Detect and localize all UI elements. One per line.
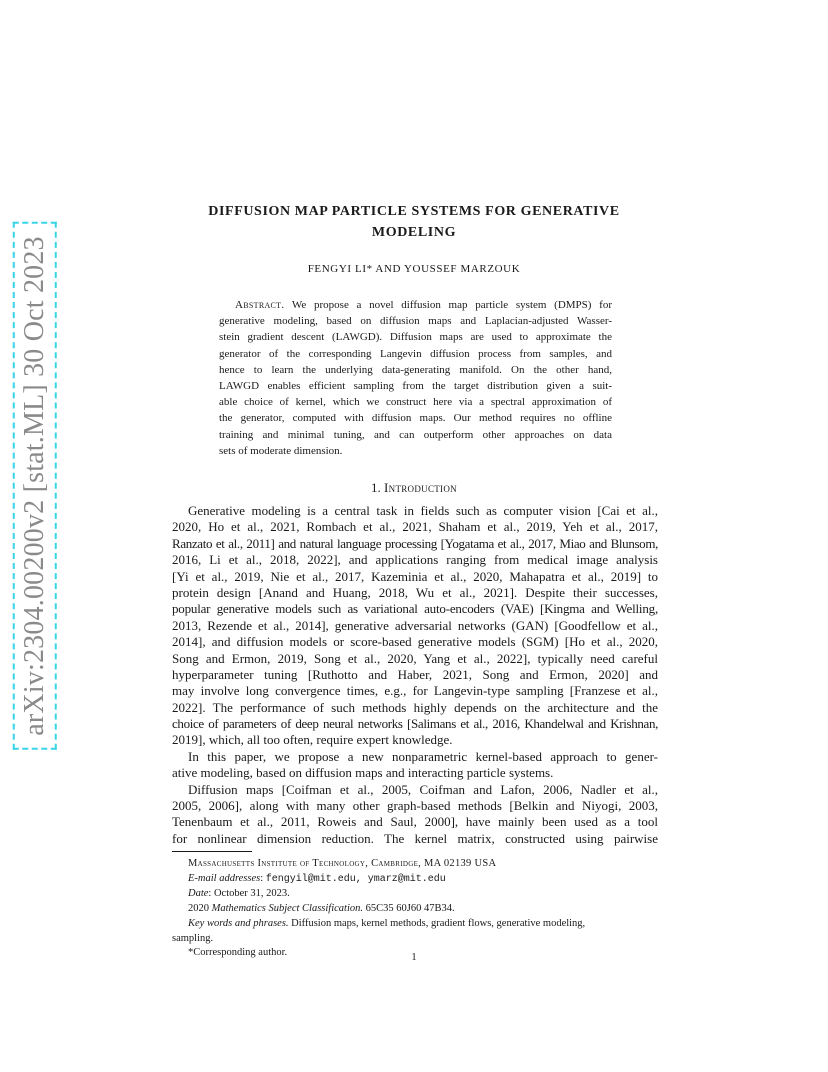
body-line: choice of parameters of deep neural networks [Salimans et al., 2016, Khandelwal and Krishnan, [172, 716, 658, 732]
msc-prefix: 2020 [188, 903, 209, 915]
date-value: October 31, 2023. [213, 888, 290, 900]
body-line: 2022]. The performance of such methods highly depends on the architecture and the [172, 699, 658, 715]
abstract-line: Abstract. We propose a novel diffusion map particle system (DMPS) for [235, 299, 612, 311]
page-number: 1 [411, 952, 417, 963]
body-line: for nonlinear dimension reduction. The kernel matrix, constructed using pairwise [172, 830, 658, 846]
body-line: hyperparameter tuning [Ruthotto and Haber, 2021, Song and Ermon, 2020] and [172, 666, 658, 682]
abstract-line: stein gradient descent (LAWGD). Diffusion maps are used to approximate the [219, 331, 612, 344]
abstract [219, 297, 612, 459]
email-line: E-mail addresses: fengyil@mit.edu, ymarz@mit.edu [188, 872, 446, 885]
section-heading [170, 480, 658, 496]
footnotes [172, 857, 658, 961]
msc-label: Mathematics Subject Classification. [211, 903, 363, 915]
keywords-label: Key words and phrases. [188, 917, 289, 929]
abstract-line: hence to learn the underlying data-generating manifold. On the other hand, [219, 363, 612, 376]
body-line: 2014], and diffusion models or score-based generative models (SGM) [Ho et al., 2020, [172, 634, 658, 650]
abstract-line: generator of the corresponding Langevin diffusion process from samples, and [219, 347, 612, 360]
abstract-line: sets of moderate dimension. [219, 444, 343, 457]
paper-title [170, 201, 658, 243]
body-line: ative modeling, based on diffusion maps and interacting particle systems. [172, 765, 554, 781]
body-text [172, 503, 658, 847]
body-line: Song and Ermon, 2019, Song et al., 2020, Yang et al., 2022], typically need careful [172, 650, 658, 666]
abstract-label: Abstract. [235, 299, 285, 311]
body-line: 2020, Ho et al., 2021, Rombach et al., 2021, Shaham et al., 2019, Yeh et al., 2017, [172, 519, 658, 535]
abstract-line: generative modeling, based on diffusion maps and Laplacian-adjusted Wasser- [219, 315, 612, 328]
msc-line [172, 902, 658, 917]
date-label: Date [188, 888, 209, 900]
body-line: Diffusion maps [Coifman et al., 2005, Coifman and Lafon, 2006, Nadler et al., [188, 781, 658, 797]
body-line: 2016, Li et al., 2018, 2022], and applications ranging from medical image analysis [172, 552, 658, 568]
abstract-line: training and minimal tuning, and can outperform other approaches on data [219, 428, 612, 441]
abstract-line: LAWGD enables efficient sampling from the target distribution given a suit- [219, 379, 612, 392]
footnote-rule [172, 851, 252, 852]
section-title: Introduction [384, 480, 457, 495]
arxiv-identifier-stamp [12, 236, 58, 736]
msc-codes: 65C35 60J60 47B34. [365, 903, 455, 915]
body-line: Tenenbaum et al., 2011, Roweis and Saul, 2000], have mainly been used as a tool [172, 814, 658, 830]
email-addresses: fengyil@mit.edu, ymarz@mit.edu [265, 873, 446, 885]
keywords-line [172, 917, 658, 932]
body-line: Ranzato et al., 2011] and natural language processing [Yogatama et al., 2017, Miao and Blunsom, [172, 535, 658, 551]
body-line: protein design [Anand and Huang, 2018, Wu et al., 2021]. Despite their successes, [172, 584, 658, 600]
affiliation: Massachusetts Institute of Technology, Cambridge, MA 02139 USA [188, 858, 497, 869]
body-line: 2013, Rezende et al., 2014], generative adversarial networks (GAN) [Goodfellow et al., [172, 617, 658, 633]
body-line: 2019], which, all too often, require expert knowledge. [172, 732, 453, 748]
body-line: [Yi et al., 2019, Nie et al., 2017, Kazeminia et al., 2020, Mahapatra et al., 2019] to [172, 568, 658, 584]
section-number: 1. [371, 480, 381, 495]
arxiv-identifier: arXiv:2304.00200v2 [stat.ML] 30 Oct 2023 [17, 226, 53, 746]
keywords-text: Diffusion maps, kernel methods, gradient flows, generative modeling, [291, 917, 586, 929]
title-line: MODELING [371, 225, 457, 240]
keywords-continuation: sampling. [172, 932, 214, 944]
corresponding-author-note: *Corresponding author. [188, 947, 288, 959]
authors: FENGYI LI* AND YOUSSEF MARZOUK [307, 263, 521, 275]
date-line: Date: October 31, 2023. [188, 888, 290, 900]
body-line: 2005, 2006], along with many other graph-based methods [Belkin and Niyogi, 2003, [172, 798, 658, 814]
body-line: popular generative models such as variational auto-encoders (VAE) [Kingma and Welling, [172, 601, 658, 617]
email-label: E-mail addresses [188, 872, 261, 884]
body-line: Generative modeling is a central task in fields such as computer vision [Cai et al., [188, 503, 658, 518]
abstract-line: the generator, computed with diffusion maps. Our method requires no offline [219, 412, 612, 425]
body-line: may involve long convergence times, e.g., for Langevin-type sampling [Franzese et al., [172, 683, 658, 699]
body-line: In this paper, we propose a new nonparametric kernel-based approach to gener- [188, 748, 658, 764]
abstract-line: able choice of kernel, which we construct here via a spectral approximation of [219, 396, 612, 409]
title-line: DIFFUSION MAP PARTICLE SYSTEMS FOR GENERATIVE [208, 204, 620, 219]
